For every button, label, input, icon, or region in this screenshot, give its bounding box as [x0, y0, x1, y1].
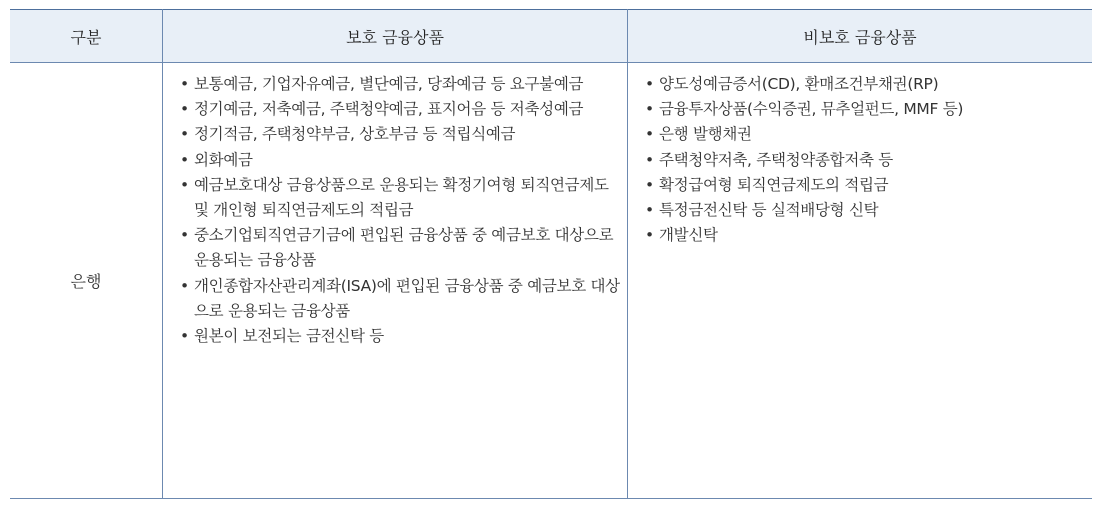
- table-row: [10, 62, 1092, 499]
- list-item: • 특정금전신탁 등 실적배당형 신탁: [645, 198, 1085, 223]
- list-item: • 정기적금, 주택청약부금, 상호부금 등 적립식예금: [180, 122, 626, 147]
- header-protected-products: 보호 금융상품: [346, 27, 444, 47]
- list-item: • 주택청약저축, 주택청약종합저축 등: [645, 148, 1085, 173]
- list-item: • 은행 발행채권: [645, 122, 1085, 147]
- list-item: • 중소기업퇴직연금기금에 편입된 금융상품 중 예금보호 대상으로 운용되는 금융상품: [180, 223, 626, 273]
- list-item: • 외화예금: [180, 148, 626, 173]
- list-item: • 예금보호대상 금융상품으로 운용되는 확정기여형 퇴직연금제도 및 개인형 퇴직연금제도의 적립금: [180, 173, 626, 223]
- list-item: • 원본이 보전되는 금전신탁 등: [180, 324, 626, 349]
- list-item: • 양도성예금증서(CD), 환매조건부채권(RP): [645, 72, 1085, 97]
- list-item: • 개발신탁: [645, 223, 1085, 248]
- list-item: • 확정급여형 퇴직연금제도의 적립금: [645, 173, 1085, 198]
- table-header-row: [10, 9, 1092, 63]
- unprotected-products-list: [645, 72, 1085, 248]
- protected-products-list: [180, 72, 626, 349]
- list-item: • 보통예금, 기업자유예금, 별단예금, 당좌예금 등 요구불예금: [180, 72, 626, 97]
- header-category: 구분: [70, 27, 102, 47]
- header-unprotected-products: 비보호 금융상품: [803, 27, 917, 47]
- row-label-bank: 은행: [70, 271, 102, 291]
- list-item: • 정기예금, 저축예금, 주택청약예금, 표지어음 등 저축성예금: [180, 97, 626, 122]
- list-item: • 개인종합자산관리계좌(ISA)에 편입된 금융상품 중 예금보호 대상으로 운용되는 금융상품: [180, 274, 626, 324]
- list-item: • 금융투자상품(수익증권, 뮤추얼펀드, MMF 등): [645, 97, 1085, 122]
